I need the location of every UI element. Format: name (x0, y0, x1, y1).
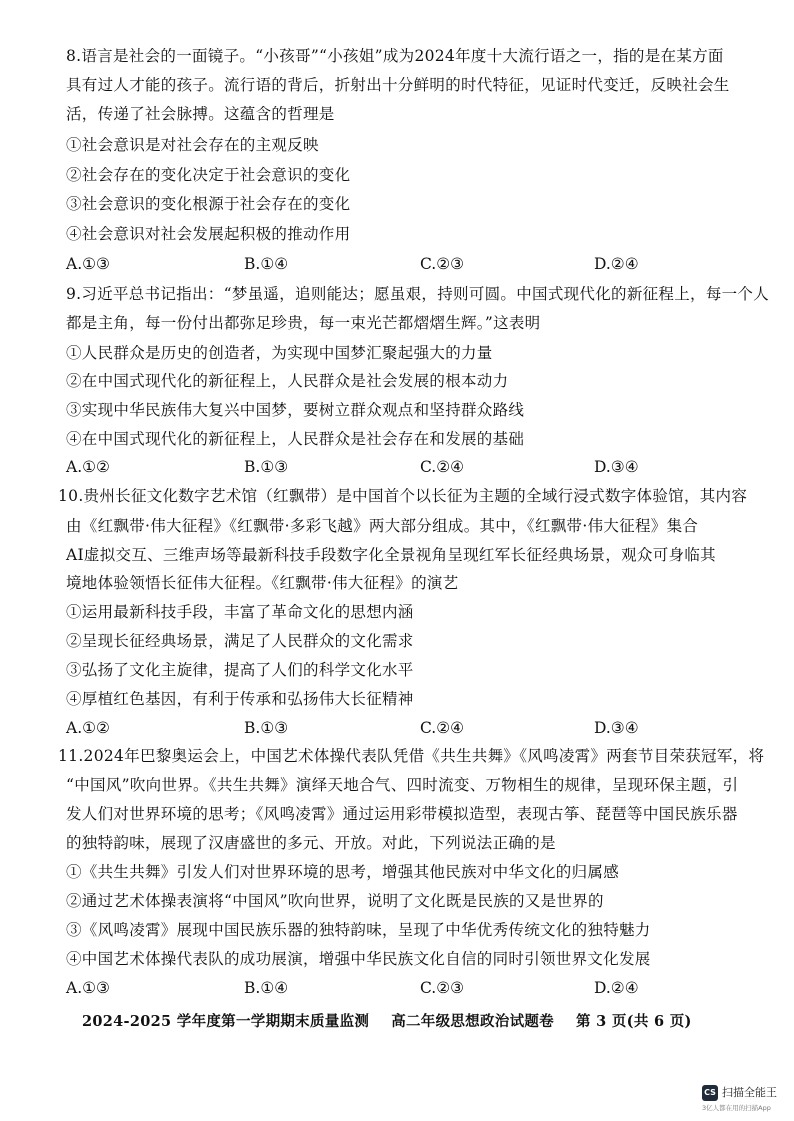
q9-stem-line: 9.习近平总书记指出：“梦虽遥，追则能达；愿虽艰，持则可圆。中国式现代化的新征程上，每一个人 (66, 285, 770, 303)
footer-page-number: 第 3 页(共 6 页) (576, 1013, 692, 1030)
q11-stem-line: 的独特韵味，展现了汉唐盛世的多元、开放。对此，下列说法正确的是 (66, 834, 556, 852)
q10-stem-line: AI虚拟交互、三维声场等最新科技手段数字化全景视角呈现红军长征经典场景，观众可身临其 (66, 546, 716, 564)
q9-option-c: C.②④ (420, 458, 465, 476)
q11-option-b: B.①④ (244, 979, 289, 997)
q11-item: ②通过艺术体操表演将“中国风”吹向世界，说明了文化既是民族的又是世界的 (66, 892, 604, 910)
q8-option-c: C.②③ (420, 255, 465, 273)
q9-item: ③实现中华民族伟大复兴中国梦，要树立群众观点和坚持群众路线 (66, 401, 525, 419)
q9-option-d: D.③④ (594, 458, 639, 476)
q10-item: ③弘扬了文化主旋律，提高了人们的科学文化水平 (66, 661, 414, 679)
q11-stem-line: “中国风”吹向世界。《共生共舞》演绎天地合气、四时流变、万物相生的规律，呈现环保主题，引 (66, 776, 739, 794)
q10-option-b: B.①③ (244, 719, 289, 737)
q10-stem-line: 由《红飘带·伟大征程》《红飘带·多彩飞越》两大部分组成。其中，《红飘带·伟大征程》集合 (66, 517, 699, 535)
q11-options (66, 978, 686, 998)
q11-stem-line: 11.2024年巴黎奥运会上，中国艺术体操代表队凭借《共生共舞》《风鸣凌霄》两套节目荣获冠军，将 (58, 747, 765, 765)
q10-item: ②呈现长征经典场景，满足了人民群众的文化需求 (66, 632, 414, 650)
q11-option-c: C.②③ (420, 979, 465, 997)
q8-stem-line: 具有过人才能的孩子。流行语的背后，折射出十分鲜明的时代特征，见证时代变迁，反映社会生 (66, 76, 730, 94)
footer-exam: 2024-2025 学年度第一学期期末质量监测 (82, 1013, 370, 1030)
q9-item: ①人民群众是历史的创造者，为实现中国梦汇聚起强大的力量 (66, 344, 493, 362)
q10-item: ④厚植红色基因，有利于传承和弘扬伟大长征精神 (66, 690, 414, 708)
q11-item: ④中国艺术体操代表队的成功展演，增强中华民族文化自信的同时引领世界文化发展 (66, 950, 651, 968)
q8-stem-line: 8.语言是社会的一面镜子。“小孩哥”“小孩姐”成为2024年度十大流行语之一，指的是在某方面 (66, 47, 724, 65)
q8-stem-line: 活，传递了社会脉搏。这蕴含的哲理是 (66, 105, 335, 123)
q8-item: ②社会存在的变化决定于社会意识的变化 (66, 166, 351, 184)
q10-item: ①运用最新科技手段，丰富了革命文化的思想内涵 (66, 603, 414, 621)
q8-option-a: A.①③ (66, 255, 110, 273)
camscanner-logo-icon: CS (702, 1085, 718, 1101)
q10-option-d: D.③④ (594, 719, 639, 737)
scanner-tagline: 3亿人都在用的扫描App (702, 1104, 771, 1112)
q8-item: ④社会意识对社会发展起积极的推动作用 (66, 225, 351, 243)
q9-options (66, 457, 686, 477)
q10-options (66, 718, 686, 738)
q9-option-b: B.①③ (244, 458, 289, 476)
q11-option-d: D.②④ (594, 979, 639, 997)
q11-stem-line: 发人们对世界环境的思考；《风鸣凌霄》通过运用彩带模拟造型，表现古筝、琵琶等中国民族乐器 (66, 805, 738, 823)
scanner-watermark (702, 1085, 790, 1115)
q11-option-a: A.①③ (66, 979, 110, 997)
q10-stem-line: 10.贵州长征文化数字艺术馆（红飘带）是中国首个以长征为主题的全域行浸式数字体验馆，其内容 (58, 487, 748, 505)
q8-item: ①社会意识是对社会存在的主观反映 (66, 136, 319, 154)
q10-option-c: C.②④ (420, 719, 465, 737)
footer-subject: 高二年级思想政治试题卷 (391, 1013, 554, 1030)
q9-option-a: A.①② (66, 458, 110, 476)
q11-item: ①《共生共舞》引发人们对世界环境的思考，增强其他民族对中华文化的归属感 (66, 863, 620, 881)
q8-option-d: D.②④ (594, 255, 639, 273)
q9-item: ②在中国式现代化的新征程上，人民群众是社会发展的根本动力 (66, 372, 509, 390)
q9-item: ④在中国式现代化的新征程上，人民群众是社会存在和发展的基础 (66, 430, 525, 448)
q9-stem-line: 都是主角，每一份付出都弥足珍贵，每一束光芒都熠熠生辉。”这表明 (66, 314, 541, 332)
page-footer (82, 1010, 692, 1031)
q10-option-a: A.①② (66, 719, 110, 737)
q11-item: ③《风鸣凌霄》展现中国民族乐器的独特韵味，呈现了中华优秀传统文化的独特魅力 (66, 921, 651, 939)
q8-item: ③社会意识的变化根源于社会存在的变化 (66, 195, 351, 213)
q8-options (66, 254, 686, 274)
q8-option-b: B.①④ (244, 255, 289, 273)
q10-stem-line: 境地体验领悟长征伟大征程。《红飘带·伟大征程》的演艺 (66, 574, 459, 592)
scanner-app-name: 扫描全能王 (722, 1086, 777, 1099)
